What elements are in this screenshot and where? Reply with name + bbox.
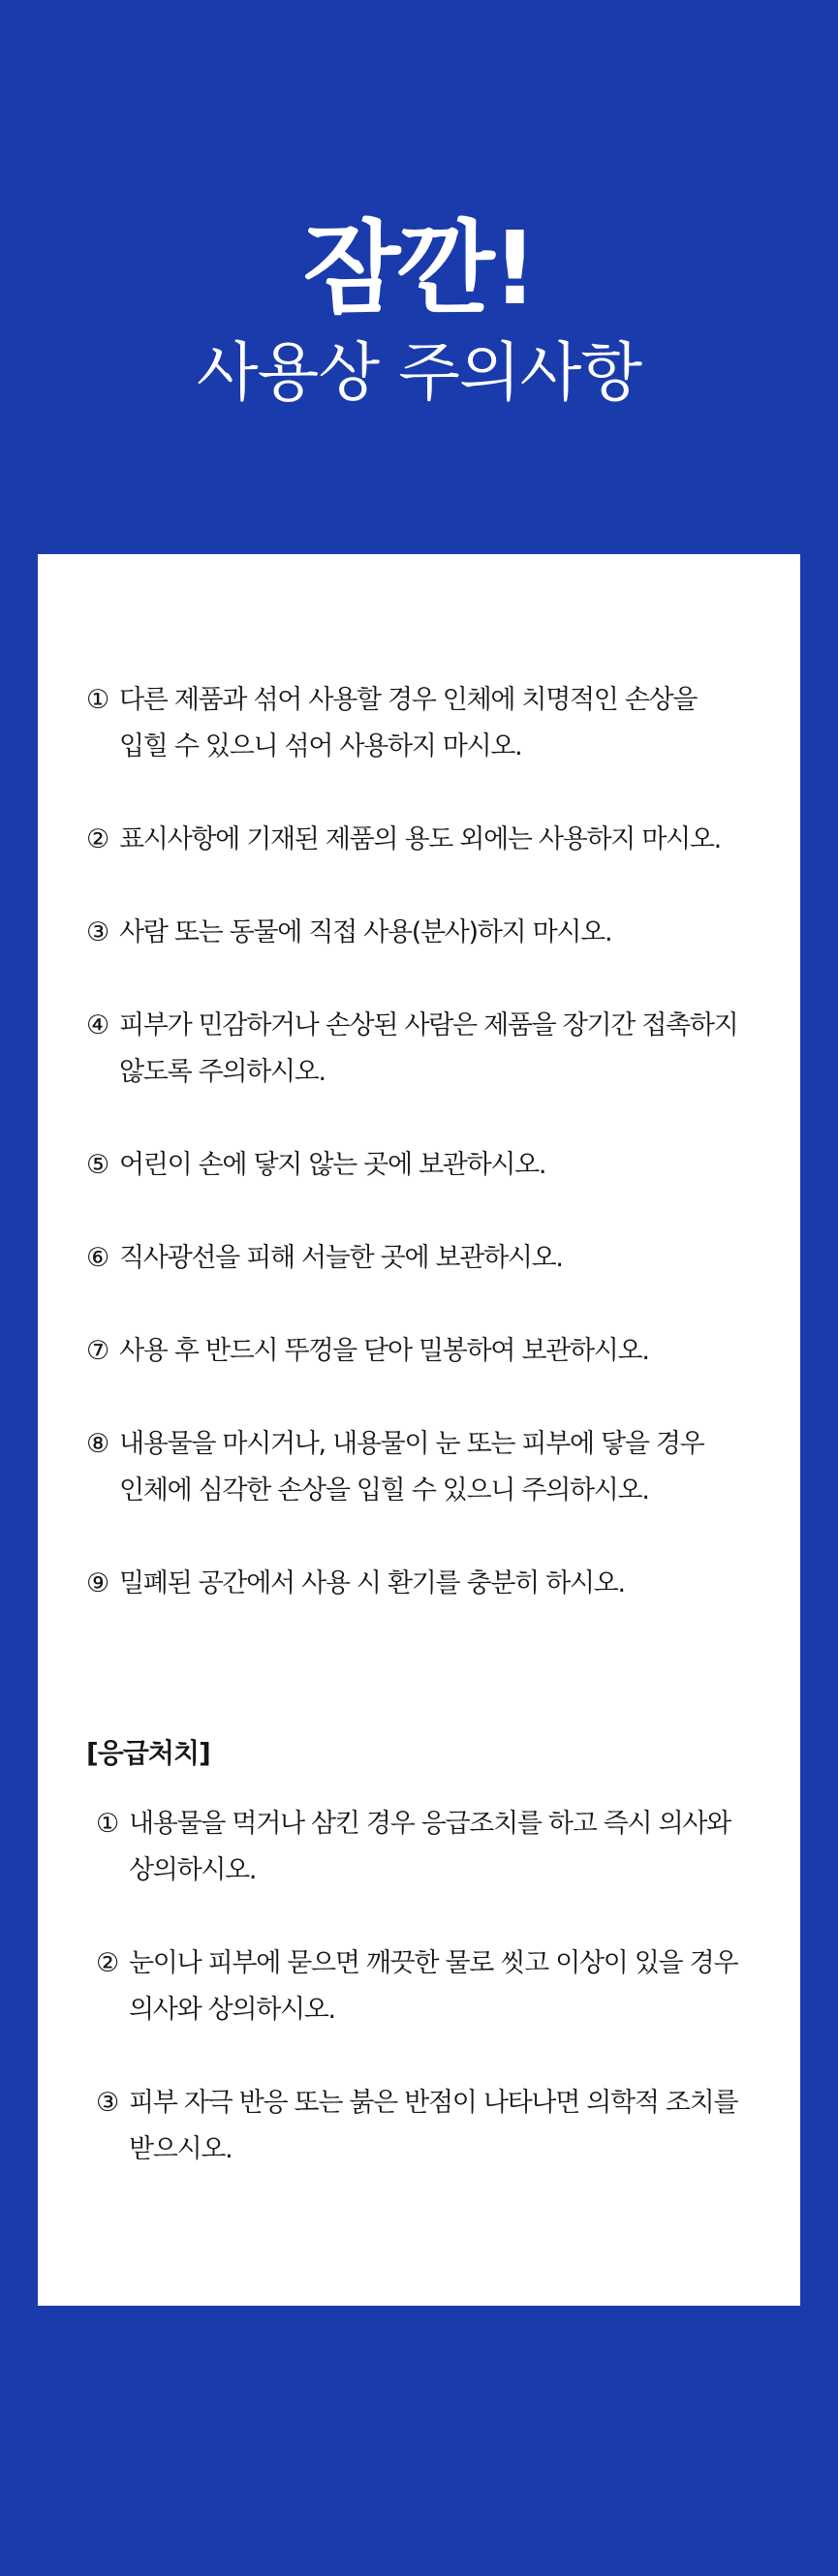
first-aid-heading: [응급처치] [86, 1737, 210, 1769]
item-text: 다른 제품과 섞어 사용할 경우 인체에 치명적인 손상을 입힐 수 있으니 섞어 사용하지 마시오. [119, 685, 698, 761]
item-text: 어린이 손에 닿지 않는 곳에 보관하시오. [119, 1150, 546, 1180]
item-number: ④ [86, 1010, 109, 1040]
caution-item [86, 1328, 784, 1375]
caution-item [86, 910, 784, 956]
page-title: 잠깐! [302, 209, 536, 327]
caution-item [86, 1561, 784, 1607]
first-aid-item [96, 2080, 784, 2173]
item-text: 사람 또는 동물에 직접 사용(분사)하지 마시오. [119, 917, 612, 947]
first-aid-item [96, 1801, 784, 1894]
caution-item [86, 677, 784, 770]
first-aid-item [96, 1940, 784, 2033]
item-number: ② [86, 824, 109, 854]
item-number: ⑥ [86, 1243, 109, 1273]
item-text: 표시사항에 기재된 제품의 용도 외에는 사용하지 마시오. [119, 824, 721, 854]
item-number: ⑦ [86, 1336, 109, 1366]
caution-item [86, 1235, 784, 1282]
caution-item [86, 1003, 784, 1096]
item-number: ⑨ [86, 1568, 109, 1598]
item-number: ③ [86, 917, 109, 947]
caution-item [86, 1142, 784, 1189]
item-number: ② [96, 1948, 118, 1978]
header-banner [0, 0, 838, 552]
item-text: 직사광선을 피해 서늘한 곳에 보관하시오. [119, 1243, 563, 1273]
caution-item [86, 817, 784, 863]
item-text: 내용물을 마시거나, 내용물이 눈 또는 피부에 닿을 경우 인체에 심각한 손상을 입힐 수 있으니 주의하시오. [119, 1429, 704, 1505]
page-subtitle: 사용상 주의사항 [196, 335, 642, 410]
item-text: 내용물을 먹거나 삼킨 경우 응급조치를 하고 즉시 의사와 상의하시오. [129, 1809, 730, 1885]
item-text: 사용 후 반드시 뚜껑을 닫아 밀봉하여 보관하시오. [119, 1336, 649, 1366]
item-number: ③ [96, 2088, 118, 2118]
item-text: 피부가 민감하거나 손상된 사람은 제품을 장기간 접촉하지 않도록 주의하시오. [119, 1010, 738, 1087]
caution-item [86, 1421, 784, 1514]
item-number: ① [96, 1809, 118, 1839]
cautions-card [38, 554, 800, 2306]
item-number: ⑤ [86, 1150, 109, 1180]
item-text: 밀폐된 공간에서 사용 시 환기를 충분히 하시오. [119, 1568, 625, 1598]
item-text: 눈이나 피부에 묻으면 깨끗한 물로 씻고 이상이 있을 경우 의사와 상의하시오. [129, 1948, 738, 2025]
item-number: ⑧ [86, 1429, 109, 1459]
item-number: ① [86, 685, 109, 715]
item-text: 피부 자극 반응 또는 붉은 반점이 나타나면 의학적 조치를 받으시오. [129, 2088, 738, 2164]
